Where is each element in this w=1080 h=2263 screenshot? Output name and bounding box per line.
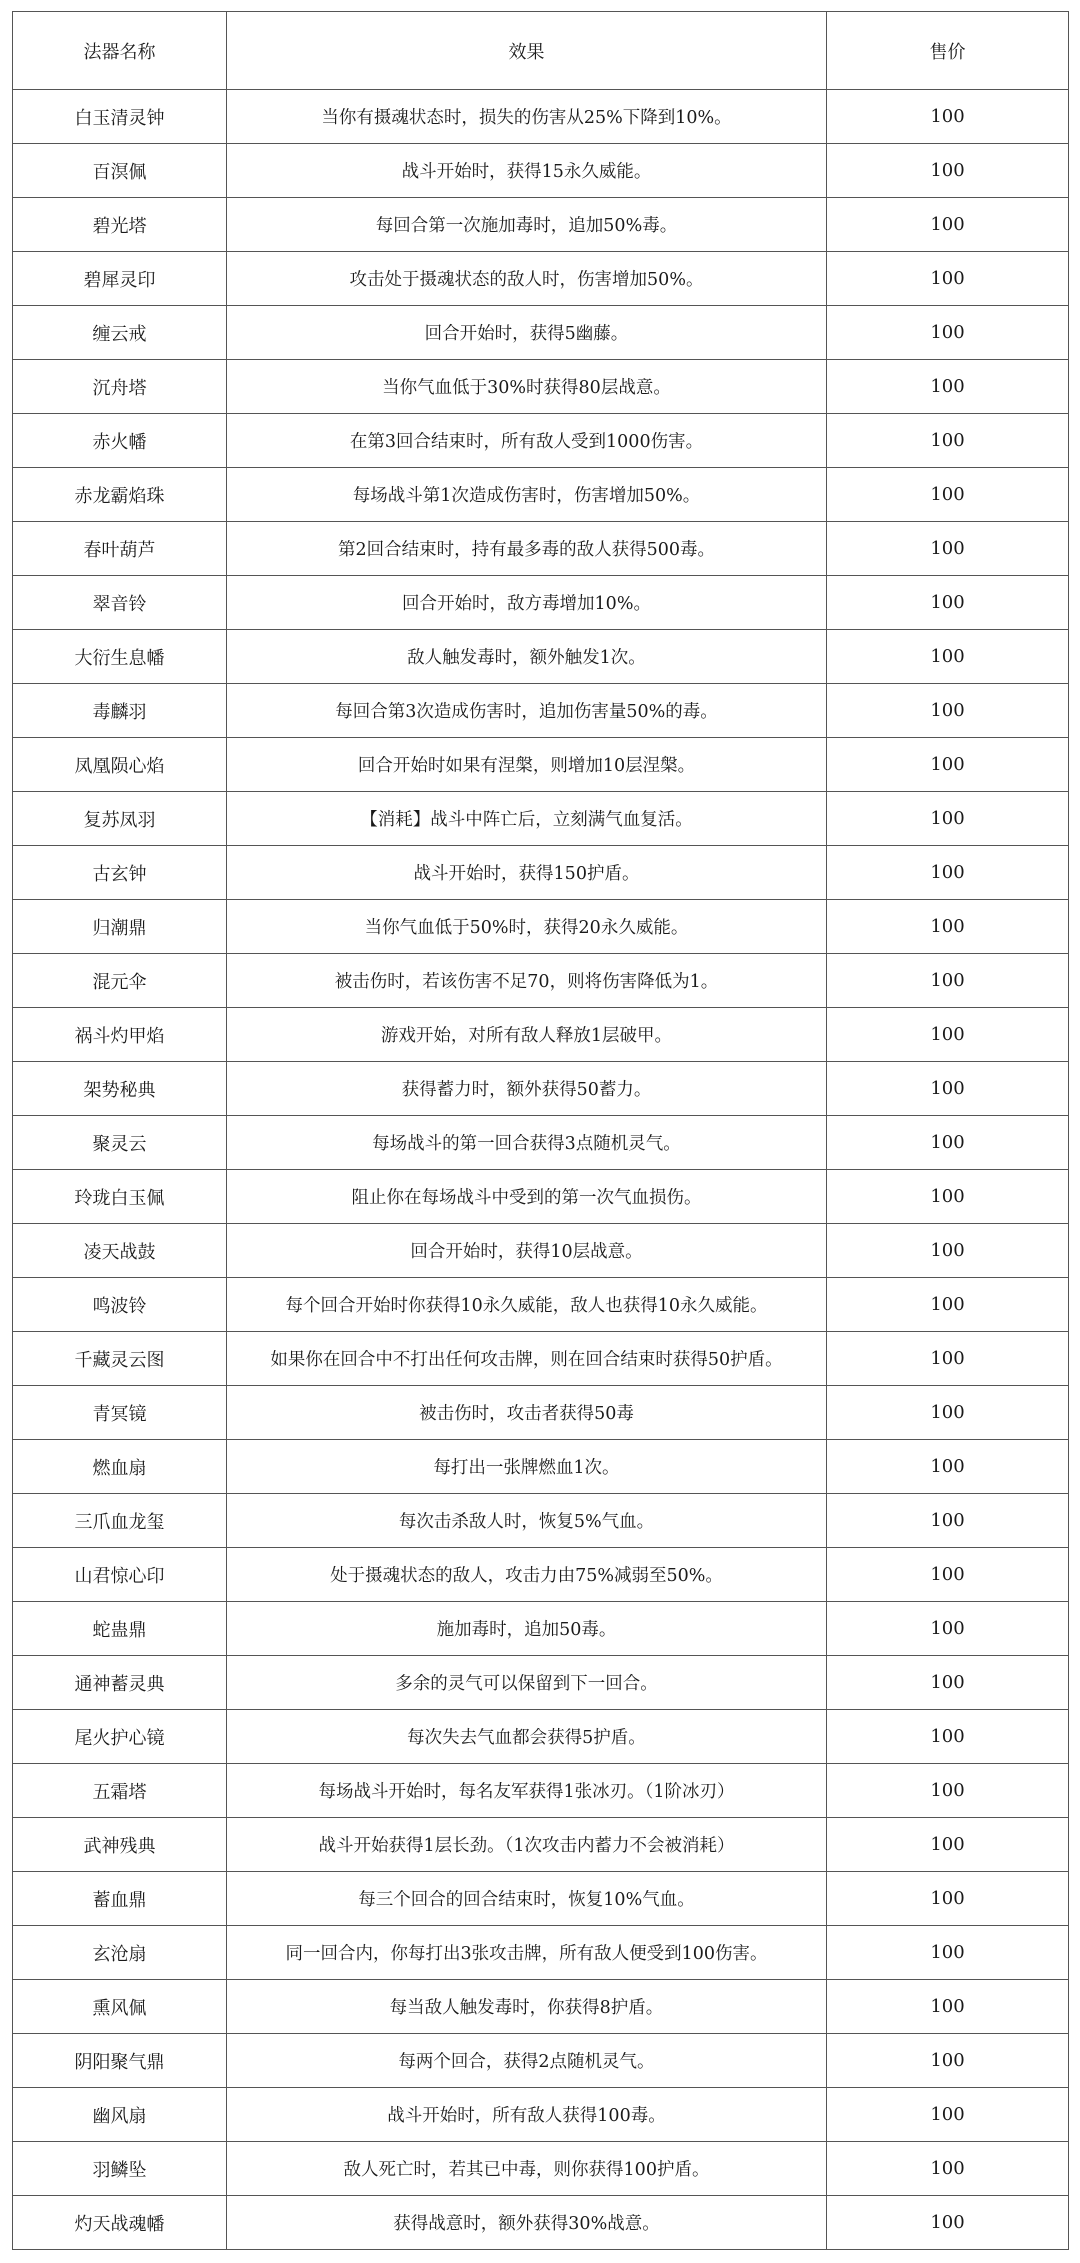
item-name-cell: 凌天战鼓: [13, 1224, 227, 1278]
item-name-cell: 沉舟塔: [13, 360, 227, 414]
item-price-cell: 100: [827, 1116, 1069, 1170]
table-row: [13, 1818, 1069, 1872]
item-name-cell: 碧光塔: [13, 198, 227, 252]
item-name-cell: 千藏灵云图: [13, 1332, 227, 1386]
item-name-cell: 毒麟羽: [13, 684, 227, 738]
item-table: [12, 11, 1069, 2250]
item-price-cell: 100: [827, 738, 1069, 792]
item-price-cell: 100: [827, 360, 1069, 414]
table-row: [13, 144, 1069, 198]
item-name-cell: 赤龙霸焰珠: [13, 468, 227, 522]
item-price-cell: 100: [827, 576, 1069, 630]
item-effect-cell: 每次失去气血都会获得5护盾。: [227, 1710, 827, 1764]
table-row: [13, 1764, 1069, 1818]
item-price-cell: 100: [827, 2034, 1069, 2088]
item-effect-cell: 每两个回合，获得2点随机灵气。: [227, 2034, 827, 2088]
header-effect: 效果: [227, 12, 827, 90]
item-effect-cell: 被击伤时，若该伤害不足70，则将伤害降低为1。: [227, 954, 827, 1008]
table-row: [13, 2142, 1069, 2196]
item-name-cell: 大衍生息幡: [13, 630, 227, 684]
item-effect-cell: 攻击处于摄魂状态的敌人时，伤害增加50%。: [227, 252, 827, 306]
table-row: [13, 576, 1069, 630]
item-effect-cell: 游戏开始，对所有敌人释放1层破甲。: [227, 1008, 827, 1062]
table-row: [13, 1170, 1069, 1224]
item-effect-cell: 当你气血低于30%时获得80层战意。: [227, 360, 827, 414]
item-name-cell: 玄沧扇: [13, 1926, 227, 1980]
item-effect-cell: 获得蓄力时，额外获得50蓄力。: [227, 1062, 827, 1116]
item-effect-cell: 每场战斗的第一回合获得3点随机灵气。: [227, 1116, 827, 1170]
table-row: [13, 1980, 1069, 2034]
item-name-cell: 碧犀灵印: [13, 252, 227, 306]
table-row: [13, 1926, 1069, 1980]
item-name-cell: 架势秘典: [13, 1062, 227, 1116]
item-effect-cell: 每三个回合的回合结束时，恢复10%气血。: [227, 1872, 827, 1926]
item-name-cell: 祸斗灼甲焰: [13, 1008, 227, 1062]
table-row: [13, 1224, 1069, 1278]
table-row: [13, 684, 1069, 738]
item-price-cell: 100: [827, 900, 1069, 954]
item-name-cell: 蛇蛊鼎: [13, 1602, 227, 1656]
table-row: [13, 468, 1069, 522]
item-price-cell: 100: [827, 1980, 1069, 2034]
table-row: [13, 2088, 1069, 2142]
table-row: [13, 1332, 1069, 1386]
item-price-cell: 100: [827, 1332, 1069, 1386]
table-row: [13, 900, 1069, 954]
item-effect-cell: 敌人死亡时，若其已中毒，则你获得100护盾。: [227, 2142, 827, 2196]
table-row: [13, 630, 1069, 684]
item-effect-cell: 战斗开始时，获得150护盾。: [227, 846, 827, 900]
item-name-cell: 百溟佩: [13, 144, 227, 198]
table-row: [13, 414, 1069, 468]
item-effect-cell: 每打出一张牌燃血1次。: [227, 1440, 827, 1494]
item-price-cell: 100: [827, 522, 1069, 576]
table-row: [13, 1656, 1069, 1710]
item-name-cell: 五霜塔: [13, 1764, 227, 1818]
item-effect-cell: 获得战意时，额外获得30%战意。: [227, 2196, 827, 2250]
item-name-cell: 聚灵云: [13, 1116, 227, 1170]
table-row: [13, 1602, 1069, 1656]
table-header: [13, 12, 1069, 90]
item-price-cell: 100: [827, 846, 1069, 900]
item-price-cell: 100: [827, 954, 1069, 1008]
item-price-cell: 100: [827, 252, 1069, 306]
item-name-cell: 翠音铃: [13, 576, 227, 630]
table-row: [13, 90, 1069, 144]
item-price-cell: 100: [827, 1872, 1069, 1926]
item-name-cell: 鸣波铃: [13, 1278, 227, 1332]
table-row: [13, 1008, 1069, 1062]
item-effect-cell: 回合开始时，敌方毒增加10%。: [227, 576, 827, 630]
table-row: [13, 1062, 1069, 1116]
item-name-cell: 缠云戒: [13, 306, 227, 360]
table-row: [13, 1278, 1069, 1332]
item-name-cell: 归潮鼎: [13, 900, 227, 954]
item-price-cell: 100: [827, 684, 1069, 738]
item-name-cell: 熏风佩: [13, 1980, 227, 2034]
item-effect-cell: 第2回合结束时，持有最多毒的敌人获得500毒。: [227, 522, 827, 576]
item-name-cell: 阴阳聚气鼎: [13, 2034, 227, 2088]
item-name-cell: 青冥镜: [13, 1386, 227, 1440]
item-name-cell: 三爪血龙玺: [13, 1494, 227, 1548]
table-row: [13, 252, 1069, 306]
item-effect-cell: 战斗开始时，获得15永久威能。: [227, 144, 827, 198]
item-effect-cell: 回合开始时如果有涅槃，则增加10层涅槃。: [227, 738, 827, 792]
item-price-cell: 100: [827, 198, 1069, 252]
item-price-cell: 100: [827, 306, 1069, 360]
table-row: [13, 1440, 1069, 1494]
item-name-cell: 凤凰陨心焰: [13, 738, 227, 792]
item-effect-cell: 每回合第3次造成伤害时，追加伤害量50%的毒。: [227, 684, 827, 738]
item-price-cell: 100: [827, 90, 1069, 144]
item-name-cell: 赤火幡: [13, 414, 227, 468]
item-effect-cell: 施加毒时，追加50毒。: [227, 1602, 827, 1656]
item-price-cell: 100: [827, 1764, 1069, 1818]
item-name-cell: 古玄钟: [13, 846, 227, 900]
table-row: [13, 1116, 1069, 1170]
item-name-cell: 武神残典: [13, 1818, 227, 1872]
header-row: [13, 12, 1069, 90]
table-row: [13, 198, 1069, 252]
item-effect-cell: 每当敌人触发毒时，你获得8护盾。: [227, 1980, 827, 2034]
item-price-cell: 100: [827, 630, 1069, 684]
item-price-cell: 100: [827, 1440, 1069, 1494]
table-row: [13, 522, 1069, 576]
table-row: [13, 792, 1069, 846]
item-price-cell: 100: [827, 1170, 1069, 1224]
item-name-cell: 春叶葫芦: [13, 522, 227, 576]
table-row: [13, 1548, 1069, 1602]
item-price-cell: 100: [827, 792, 1069, 846]
item-effect-cell: 每个回合开始时你获得10永久威能，敌人也获得10永久威能。: [227, 1278, 827, 1332]
table-row: [13, 2196, 1069, 2250]
table-row: [13, 2034, 1069, 2088]
header-price: 售价: [827, 12, 1069, 90]
table-row: [13, 1710, 1069, 1764]
item-name-cell: 白玉清灵钟: [13, 90, 227, 144]
item-name-cell: 玲珑白玉佩: [13, 1170, 227, 1224]
item-name-cell: 燃血扇: [13, 1440, 227, 1494]
item-price-cell: 100: [827, 2196, 1069, 2250]
item-effect-cell: 多余的灵气可以保留到下一回合。: [227, 1656, 827, 1710]
item-price-cell: 100: [827, 1386, 1069, 1440]
item-price-cell: 100: [827, 1224, 1069, 1278]
item-name-cell: 幽风扇: [13, 2088, 227, 2142]
table-row: [13, 1386, 1069, 1440]
item-price-cell: 100: [827, 1494, 1069, 1548]
item-price-cell: 100: [827, 2142, 1069, 2196]
item-price-cell: 100: [827, 1062, 1069, 1116]
item-price-cell: 100: [827, 468, 1069, 522]
item-effect-cell: 回合开始时，获得5幽藤。: [227, 306, 827, 360]
item-effect-cell: 战斗开始时，所有敌人获得100毒。: [227, 2088, 827, 2142]
item-name-cell: 山君惊心印: [13, 1548, 227, 1602]
item-price-cell: 100: [827, 1278, 1069, 1332]
item-effect-cell: 处于摄魂状态的敌人，攻击力由75%减弱至50%。: [227, 1548, 827, 1602]
item-name-cell: 通神蓄灵典: [13, 1656, 227, 1710]
item-price-cell: 100: [827, 1548, 1069, 1602]
item-price-cell: 100: [827, 1818, 1069, 1872]
item-effect-cell: 同一回合内，你每打出3张攻击牌，所有敌人便受到100伤害。: [227, 1926, 827, 1980]
item-name-cell: 尾火护心镜: [13, 1710, 227, 1764]
item-price-cell: 100: [827, 1008, 1069, 1062]
item-effect-cell: 回合开始时，获得10层战意。: [227, 1224, 827, 1278]
item-effect-cell: 在第3回合结束时，所有敌人受到1000伤害。: [227, 414, 827, 468]
table-row: [13, 306, 1069, 360]
item-effect-cell: 敌人触发毒时，额外触发1次。: [227, 630, 827, 684]
item-name-cell: 羽鳞坠: [13, 2142, 227, 2196]
item-effect-cell: 当你气血低于50%时，获得20永久威能。: [227, 900, 827, 954]
table-row: [13, 738, 1069, 792]
item-name-cell: 混元伞: [13, 954, 227, 1008]
item-price-cell: 100: [827, 414, 1069, 468]
item-name-cell: 复苏凤羽: [13, 792, 227, 846]
item-name-cell: 灼天战魂幡: [13, 2196, 227, 2250]
item-effect-cell: 每场战斗第1次造成伤害时，伤害增加50%。: [227, 468, 827, 522]
item-effect-cell: 每场战斗开始时，每名友军获得1张冰刃。（1阶冰刃）: [227, 1764, 827, 1818]
header-name: 法器名称: [13, 12, 227, 90]
item-effect-cell: 每次击杀敌人时，恢复5%气血。: [227, 1494, 827, 1548]
table-row: [13, 846, 1069, 900]
item-price-cell: 100: [827, 1710, 1069, 1764]
item-effect-cell: 如果你在回合中不打出任何攻击牌，则在回合结束时获得50护盾。: [227, 1332, 827, 1386]
item-price-cell: 100: [827, 2088, 1069, 2142]
item-name-cell: 蓄血鼎: [13, 1872, 227, 1926]
table-row: [13, 360, 1069, 414]
table-body: [13, 90, 1069, 2250]
item-price-cell: 100: [827, 144, 1069, 198]
table-row: [13, 1872, 1069, 1926]
item-effect-cell: 战斗开始获得1层长劲。（1次攻击内蓄力不会被消耗）: [227, 1818, 827, 1872]
item-effect-cell: 阻止你在每场战斗中受到的第一次气血损伤。: [227, 1170, 827, 1224]
table-row: [13, 954, 1069, 1008]
item-effect-cell: 被击伤时，攻击者获得50毒: [227, 1386, 827, 1440]
item-price-cell: 100: [827, 1656, 1069, 1710]
item-effect-cell: 当你有摄魂状态时，损失的伤害从25%下降到10%。: [227, 90, 827, 144]
item-effect-cell: 每回合第一次施加毒时，追加50%毒。: [227, 198, 827, 252]
item-table-sheet: [12, 11, 1068, 2250]
table-row: [13, 1494, 1069, 1548]
item-price-cell: 100: [827, 1602, 1069, 1656]
item-effect-cell: 【消耗】战斗中阵亡后，立刻满气血复活。: [227, 792, 827, 846]
item-price-cell: 100: [827, 1926, 1069, 1980]
